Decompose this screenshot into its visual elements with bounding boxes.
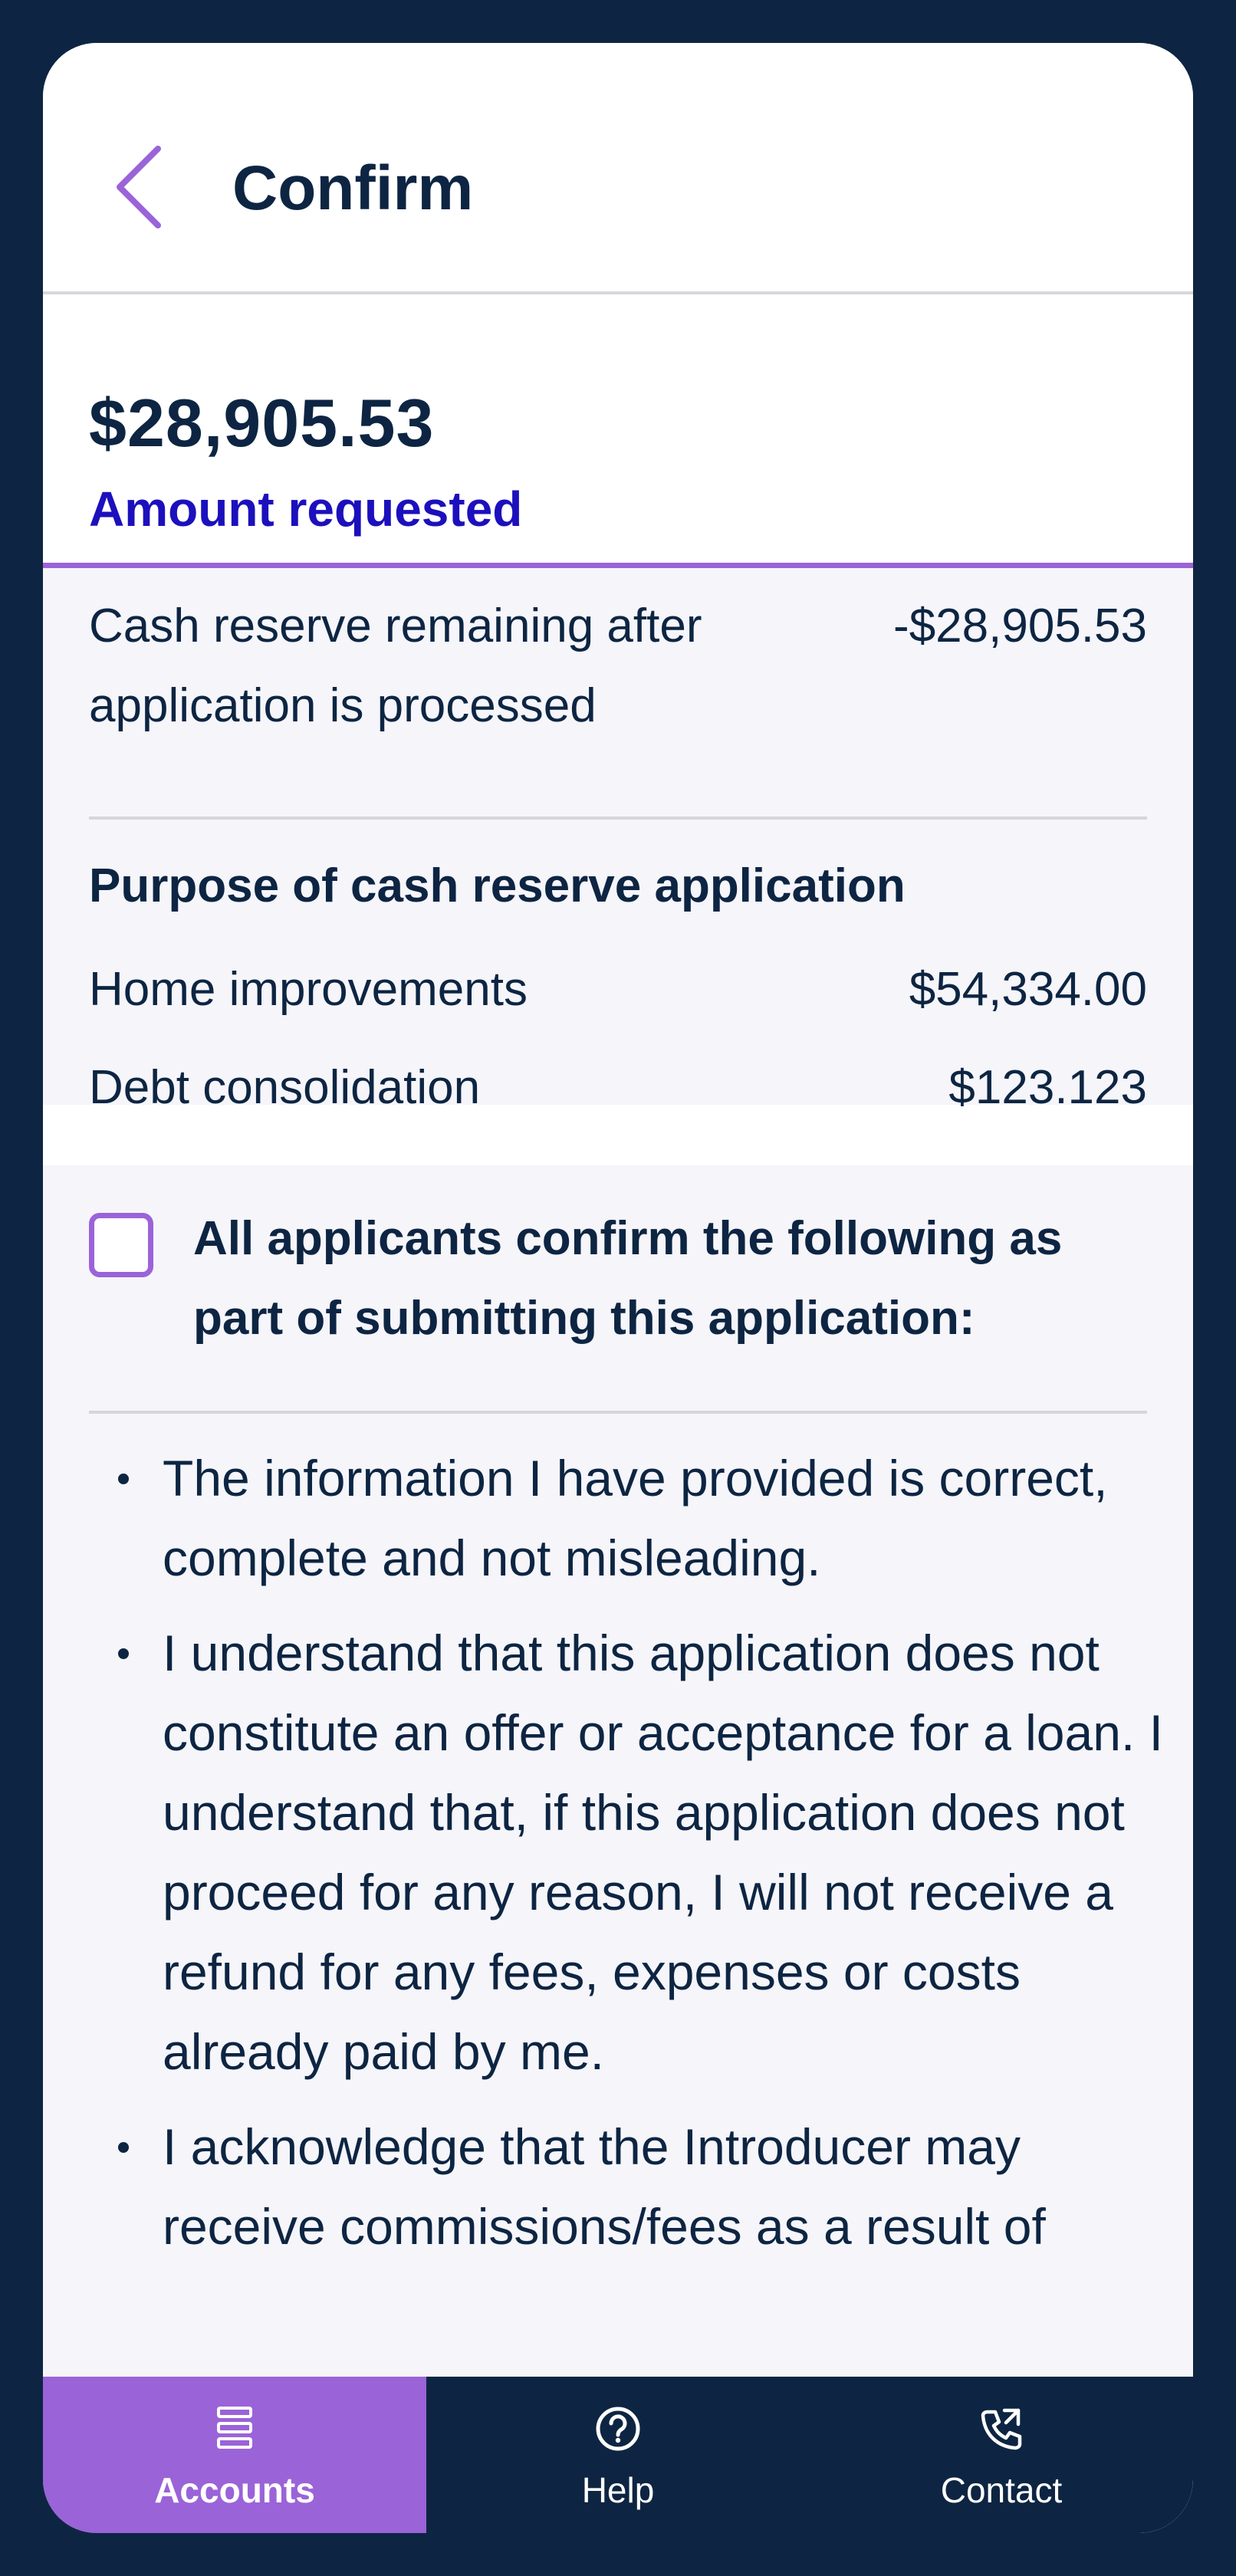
accent-divider: [43, 563, 1193, 568]
accounts-icon: [215, 2406, 254, 2450]
declaration-divider: [89, 1411, 1147, 1414]
chevron-left-icon: [104, 141, 181, 233]
app-screen: [43, 43, 1193, 2533]
purpose-row: [89, 951, 1147, 1028]
application-summary: [43, 568, 1193, 1114]
purpose-heading: Purpose of cash reserve application: [89, 859, 906, 912]
purpose-row: [89, 1050, 1147, 1126]
declaration-heading: All applicants confirm the following as part of submitting this application:: [193, 1212, 1063, 1345]
bottom-tab-bar: [43, 2377, 1193, 2533]
back-button[interactable]: [104, 141, 181, 233]
tab-label: Help: [581, 2470, 655, 2510]
tab-label: Accounts: [154, 2470, 315, 2510]
purpose-value: $54,334.00: [909, 963, 1147, 1016]
purpose-label: Debt consolidation: [89, 1061, 481, 1114]
contact-icon: [978, 2406, 1024, 2452]
page-header: [43, 43, 1193, 293]
summary-divider: [89, 816, 1147, 820]
amount-value: $28,905.53: [89, 385, 435, 461]
declaration-item: The information I have provided is correct, complete and not misleading.: [89, 1438, 1185, 1598]
declaration-section: [43, 1165, 1193, 2533]
declaration-item: I acknowledge that the Introducer may receive commissions/fees as a result of: [89, 2107, 1185, 2266]
cash-reserve-label: Cash reserve remaining after application is processed: [89, 600, 702, 732]
help-icon: [595, 2406, 641, 2452]
tab-accounts[interactable]: [43, 2377, 426, 2533]
amount-label: Amount requested: [89, 481, 523, 537]
tab-help[interactable]: [426, 2377, 810, 2533]
tab-contact[interactable]: [810, 2377, 1193, 2533]
purpose-label: Home improvements: [89, 963, 528, 1016]
declaration-item: I understand that this application does not constitute an offer or acceptance for a loan. I understand that, if this application does not proceed for any reason, I will not receive a refund for any fees, expenses or costs already paid by me.: [89, 1613, 1185, 2091]
purpose-value: $123.123: [948, 1061, 1147, 1114]
confirm-checkbox[interactable]: [89, 1213, 153, 1277]
tab-label: Contact: [940, 2470, 1063, 2510]
amount-summary: [43, 294, 1193, 609]
declaration-list: [89, 1438, 1185, 2282]
cash-reserve-value: -$28,905.53: [893, 600, 1147, 652]
page-title: Confirm: [232, 153, 474, 223]
